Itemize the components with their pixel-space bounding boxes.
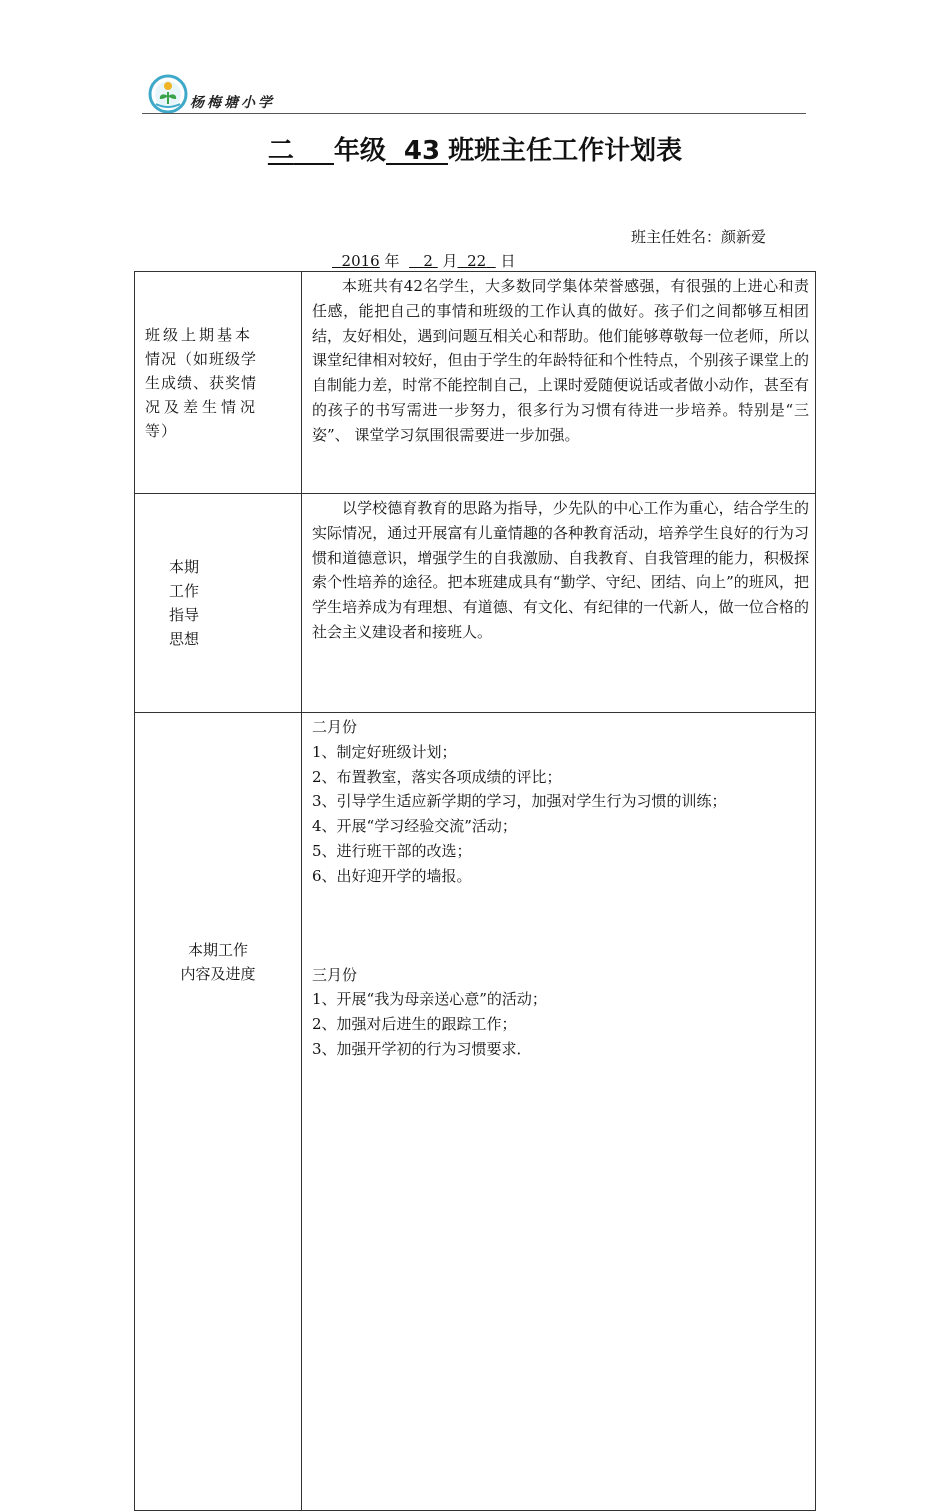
guidance-text-block — [302, 494, 815, 645]
date-day-unit: 日 — [500, 252, 516, 270]
guidance-text: 以学校德育教育的思路为指导，少先队的中心工作为重心，结合学生的实际情况，通过开展富有儿童情趣的各种教育活动，培养学生良好的行为习惯和道德意识，增强学生的自我激励、自我教育、自我管理的能力，积极探索个性培养的途径。把本班建成具有“勤学、守纪、团结、向上”的班风，把学生培养成为有理想、有道德、有文化、有纪律的一代新人，做一位合格的社会主义建设者和接班人。 — [312, 499, 809, 641]
title-class-blank — [386, 137, 404, 165]
list-item: 6、出好迎开学的墙报。 — [312, 866, 472, 885]
list-item: 2、布置教室，落实各项成绩的评比； — [312, 767, 562, 786]
school-logo-icon — [148, 74, 188, 114]
row-content — [135, 713, 816, 1511]
row-situation — [135, 272, 816, 494]
content-schedule-cell — [302, 713, 816, 1511]
teacher-name: 颜新爱 — [720, 228, 766, 246]
title-class-blank-end — [440, 137, 448, 165]
date-year: 2016 — [341, 252, 380, 270]
date-year-unit: 年 — [384, 252, 400, 270]
title-class-suffix: 班班主任工作计划表 — [448, 136, 683, 166]
school-name: 杨梅塘小学 — [190, 95, 275, 111]
list-item: 3、加强开学初的行为习惯要求． — [312, 1039, 532, 1058]
title-grade-suffix: 年级 — [333, 136, 386, 166]
date-day: 22 — [467, 252, 487, 270]
date-month-unit: 月 — [442, 252, 458, 270]
list-item: 2、加强对后进生的跟踪工作； — [312, 1015, 517, 1034]
guidance-label-cell — [135, 494, 302, 713]
title-grade: 二 — [267, 136, 294, 166]
guidance-content-cell — [302, 494, 816, 713]
situation-label: 班级上期基本 情况（如班级学 生成绩、获奖情 况及差生情况 等） — [145, 325, 260, 440]
plan-date — [332, 250, 516, 271]
mar-title: 三月份 — [312, 965, 358, 984]
situation-label-cell — [135, 272, 302, 494]
teacher-info — [631, 226, 766, 247]
schedule-block — [302, 713, 815, 1062]
title-grade-blank — [294, 137, 334, 165]
header-divider — [142, 113, 806, 114]
page-title — [0, 130, 950, 167]
row-guidance — [135, 494, 816, 713]
list-item: 3、引导学生适应新学期的学习，加强对学生行为习惯的训练； — [312, 792, 727, 811]
date-month: 2 — [423, 252, 433, 270]
situation-text: 本班共有42名学生，大多数同学集体荣誉感强，有很强的上进心和责任感，能把自己的事情和班级的工作认真的做好。孩子们之间都够互相团结，友好相处，遇到问题互相关心和帮助。他们能够尊敬每一位老师，所以课堂纪律相对较好，但由于学生的年龄特征和个性特点，个别孩子课堂上的自制能力差，时常不能控制自己，上课时爱随便说话或者做小动作，甚至有的孩子的书写需进一步努力，很多行为习惯有待进一步培养。特别是“三姿”、 课堂学习氛围很需要进一步加强。 — [312, 277, 809, 444]
content-label-cell — [135, 713, 302, 1511]
situation-text-block — [302, 272, 815, 448]
plan-table — [134, 271, 816, 1511]
list-item: 5、进行班干部的改选； — [312, 841, 472, 860]
list-item: 1、开展“我为母亲送心意”的活动； — [312, 990, 547, 1009]
schedule-spacer — [312, 889, 809, 963]
feb-title: 二月份 — [312, 718, 358, 736]
list-item: 1、制定好班级计划； — [312, 742, 457, 761]
situation-content-cell — [302, 272, 816, 494]
teacher-label: 班主任姓名： — [630, 228, 721, 246]
content-label: 本期工作 内容及进度 — [180, 941, 256, 983]
list-item: 4、开展“学习经验交流”活动； — [312, 817, 517, 836]
guidance-label: 本期 工作 指导 思想 — [169, 558, 200, 648]
title-class-no: 43 — [403, 136, 441, 166]
